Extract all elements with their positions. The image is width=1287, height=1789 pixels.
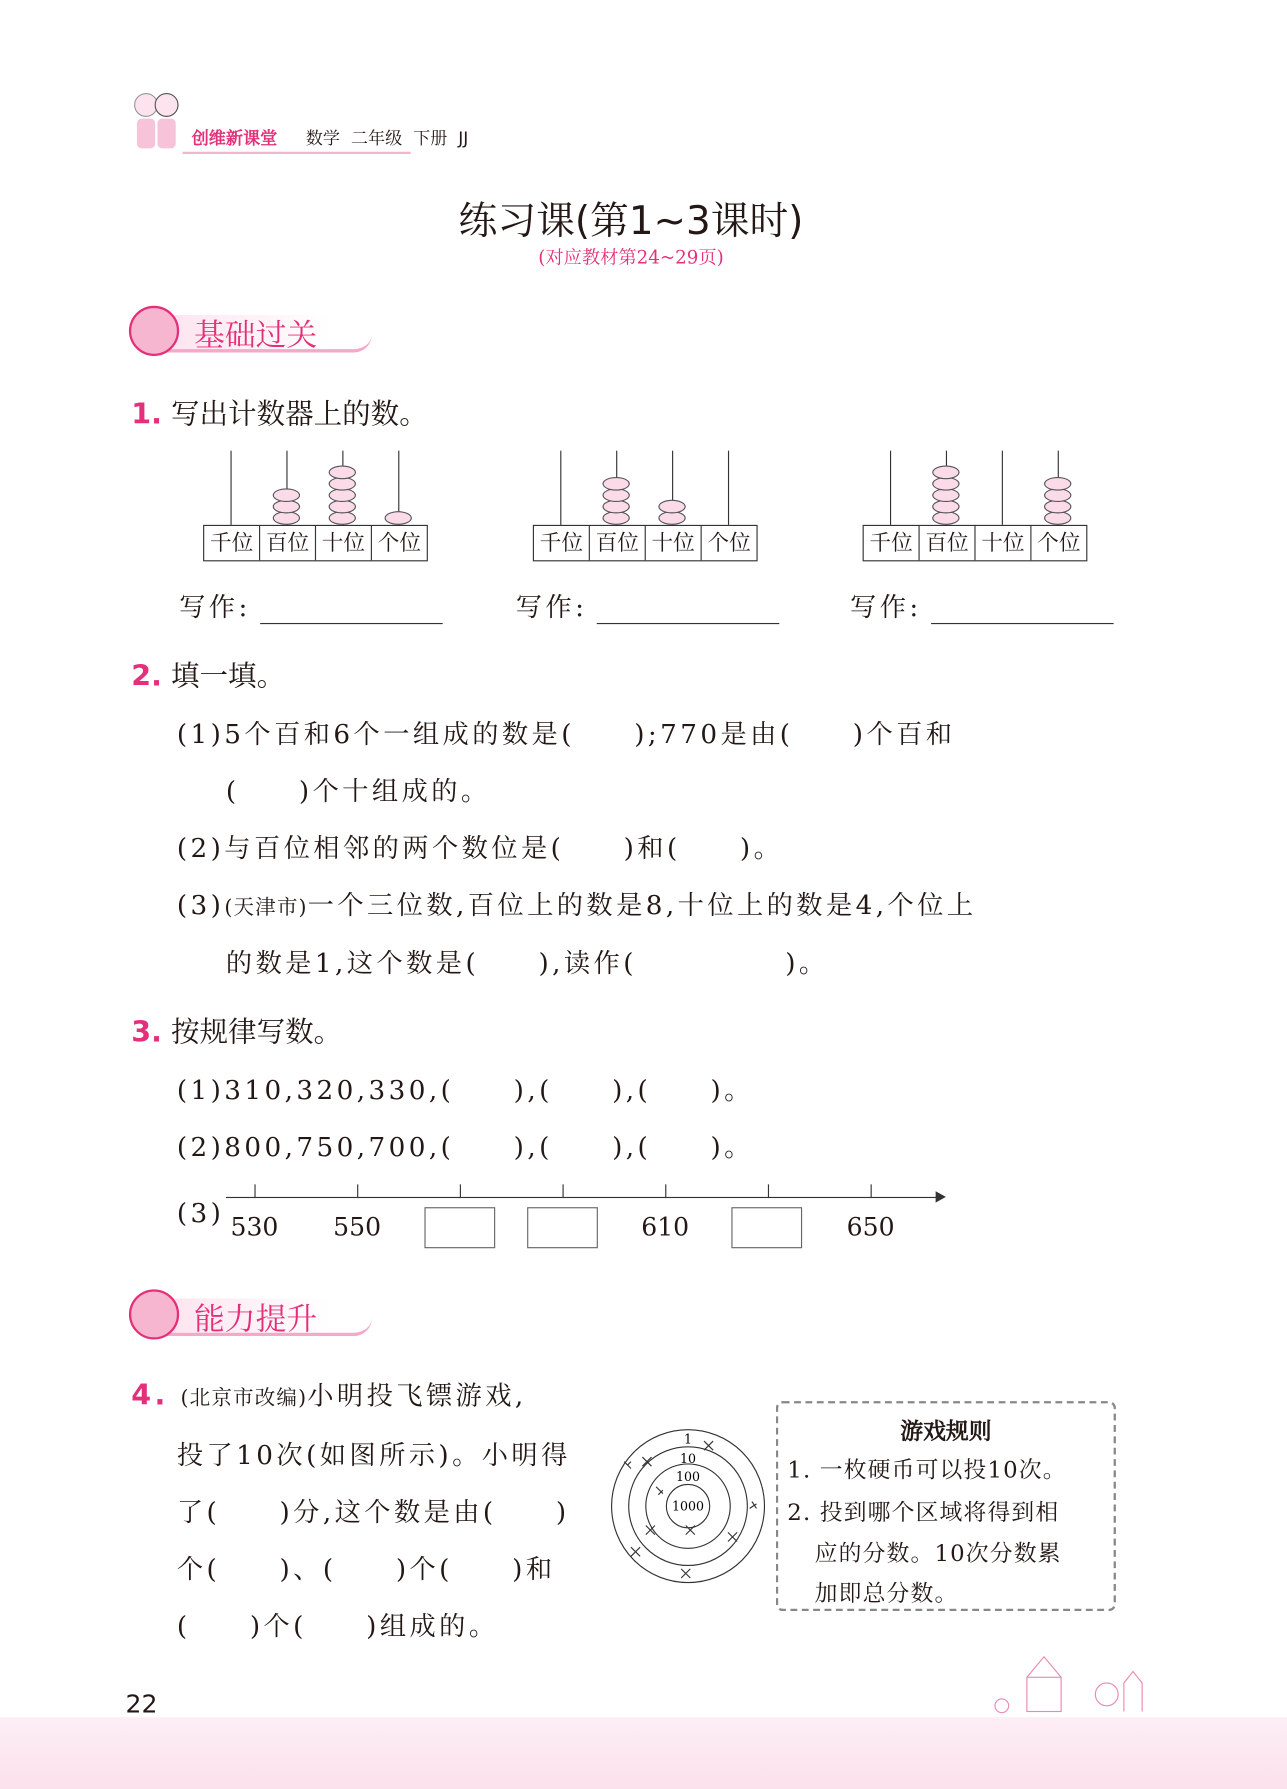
- numberline-label: (3): [176, 1199, 225, 1229]
- answer-box[interactable]: [424, 1207, 495, 1248]
- q-text: 写出计数器上的数。: [170, 397, 428, 431]
- q4-line: ( )个( )组成的。: [176, 1612, 499, 1642]
- section-banner-advanced: [129, 1289, 374, 1339]
- q2-line: (2)与百位相邻的两个数位是( )和( )。: [176, 834, 784, 864]
- rules-item: 2. 投到哪个区域将得到相: [787, 1498, 1060, 1526]
- q3-line: (1)310,320,330,( ),( ),( )。: [176, 1075, 754, 1106]
- tick-label: 650: [846, 1214, 895, 1243]
- q-number: 4.: [131, 1378, 169, 1412]
- place-label: 十位: [316, 526, 372, 560]
- header-mascot: [129, 89, 184, 155]
- rules-title: 游戏规则: [900, 1417, 992, 1445]
- abacus: [203, 451, 429, 562]
- q-text: 一个三位数,百位上的数是8,十位上的数是4,个位上: [307, 891, 977, 921]
- place-label: 百位: [920, 526, 976, 560]
- rules-box: [776, 1401, 1116, 1611]
- q2-heading: [131, 654, 285, 695]
- rules-item: 应的分数。10次分数累: [814, 1539, 1062, 1567]
- ring-label: 100: [676, 1469, 700, 1485]
- q4-line: [131, 1375, 526, 1413]
- q1-heading: [131, 391, 428, 432]
- abacus-bead: [385, 511, 412, 525]
- header-underline: [183, 152, 411, 154]
- place-label: 千位: [864, 526, 920, 560]
- answer-line[interactable]: [260, 623, 443, 624]
- castle-illustration: [993, 1649, 1164, 1717]
- place-label: 千位: [204, 526, 260, 560]
- q4-line: 了( )分,这个数是由( ): [176, 1498, 570, 1528]
- section-title: 基础过关: [193, 318, 318, 354]
- q2-line: [177, 884, 977, 922]
- tick-label: 530: [230, 1214, 279, 1243]
- place-label: 千位: [534, 526, 590, 560]
- abacus-bead: [932, 466, 959, 480]
- arrow-right-icon: [936, 1191, 946, 1202]
- abacus-rod: [1002, 451, 1003, 525]
- page-subtitle: (对应教材第24~29页): [538, 246, 724, 269]
- ring-label: 10: [680, 1450, 697, 1466]
- header-subject: 数学 二年级 下册 JJ: [305, 127, 469, 149]
- q2-line: 的数是1,这个数是( ),读作( )。: [225, 949, 829, 979]
- place-labels: [533, 525, 758, 562]
- abacus-bead: [1044, 477, 1071, 491]
- abacus-bead: [658, 500, 685, 514]
- place-labels: [203, 525, 428, 562]
- place-label: 个位: [707, 530, 751, 556]
- answer-line[interactable]: [931, 623, 1114, 624]
- place-label: 个位: [377, 530, 422, 556]
- write-label: 写作:: [850, 593, 922, 623]
- rules-item: 1. 一枚硬币可以投10次。: [787, 1455, 1067, 1484]
- q-text: 按规律写数。: [170, 1015, 343, 1049]
- abacus: [863, 451, 1089, 562]
- q3-line: (2)800,750,700,( ),( ),( )。: [176, 1133, 754, 1163]
- header-brand: 创维新课堂: [191, 127, 278, 149]
- source-tag: (北京市改编): [180, 1386, 308, 1411]
- ring-label: 1000: [672, 1498, 704, 1514]
- number-line-tick: [357, 1184, 358, 1198]
- abacus-bead: [273, 488, 300, 502]
- abacus-rod: [230, 451, 231, 525]
- answer-line[interactable]: [597, 623, 780, 624]
- place-label: 百位: [260, 526, 316, 560]
- number-line-axis: [226, 1197, 939, 1198]
- number-line-tick: [460, 1184, 461, 1198]
- dart-target: [608, 1426, 768, 1586]
- q-text: 填一填。: [170, 659, 286, 693]
- q4-line: 投了10次(如图所示)。小明得: [176, 1441, 571, 1471]
- abacus-rod: [560, 451, 561, 525]
- write-label: 写作:: [179, 593, 251, 623]
- q4-line: 个( )、( )个( )和: [176, 1555, 556, 1585]
- q-index: (3): [176, 891, 225, 921]
- q2-line: (1)5个百和6个一组成的数是( );770是由( )个百和: [176, 719, 956, 750]
- section-title: 能力提升: [193, 1301, 318, 1338]
- abacus-rod: [890, 451, 891, 525]
- rules-item: 加即总分数。: [814, 1579, 959, 1607]
- number-line-tick: [871, 1184, 872, 1198]
- page-number: 22: [125, 1690, 158, 1720]
- answer-box[interactable]: [527, 1207, 598, 1248]
- q-text: 小明投飞镖游戏,: [307, 1381, 527, 1412]
- page-title: 练习课(第1~3课时): [458, 198, 804, 245]
- mascot-icon: [129, 1289, 179, 1339]
- place-label: 个位: [1037, 530, 1081, 556]
- q-number: 3.: [131, 1015, 162, 1049]
- number-line-tick: [563, 1184, 564, 1198]
- section-banner-basic: [129, 306, 374, 356]
- footer-band: [0, 1717, 1287, 1789]
- mascot-icon: [129, 306, 179, 356]
- abacus: [533, 451, 759, 562]
- place-label: 十位: [976, 526, 1032, 560]
- number-line-tick: [768, 1184, 769, 1198]
- tick-label: 610: [641, 1214, 690, 1243]
- abacus-bead: [329, 466, 356, 480]
- answer-box[interactable]: [731, 1207, 802, 1248]
- write-label: 写作:: [515, 593, 588, 623]
- tick-label: 550: [333, 1214, 382, 1243]
- number-line-tick: [254, 1184, 255, 1198]
- place-label: 百位: [590, 526, 646, 560]
- q3-heading: [131, 1010, 342, 1051]
- q-number: 1.: [131, 397, 162, 431]
- source-tag: (天津市): [224, 895, 308, 920]
- place-labels: [863, 525, 1088, 562]
- abacus-bead: [602, 477, 629, 491]
- q-number: 2.: [131, 659, 162, 693]
- q2-line: ( )个十组成的。: [225, 777, 491, 807]
- place-label: 十位: [646, 526, 702, 560]
- ring-label: 1: [684, 1431, 693, 1447]
- number-line-tick: [665, 1184, 666, 1198]
- abacus-rod: [728, 451, 729, 525]
